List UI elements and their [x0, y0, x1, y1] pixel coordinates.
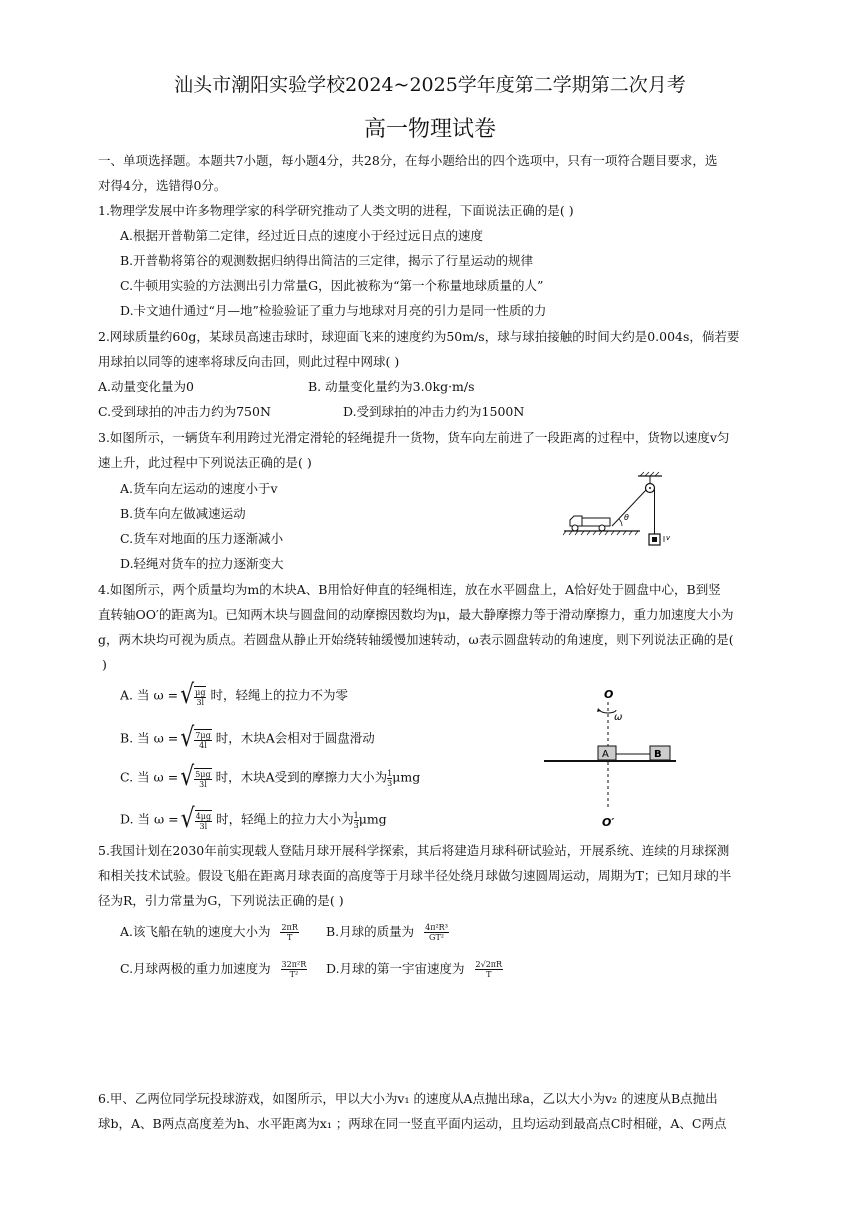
- q5-stem-line1: 5.我国计划在2030年前实现载人登陆月球开展科学探索，其后将建造月球科研试验站，开展系统、连续的月球探测: [98, 843, 730, 858]
- q4-stem-line4: ): [102, 657, 107, 672]
- q1-stem: 1.物理学发展中许多物理学家的科学研究推动了人类文明的进程，下面说法正确的是( ): [98, 203, 574, 218]
- q3-truck-pulley-figure: [560, 470, 690, 555]
- truck-icon: [570, 516, 610, 531]
- q5-option-a: A.该飞船在轨的速度大小为 $\frac{2\pi R}{T}$: [120, 923, 298, 942]
- q2-stem-line1: 2.网球质量约60g，某球员高速击球时，球迎面飞来的速度约为50m/s，球与球拍接触的时间大约是0.004s，倘若要: [98, 329, 740, 344]
- q3-option-a: A.货车向左运动的速度小于v: [120, 481, 278, 496]
- q2-option-c: C.受到球拍的冲击力约为750N: [98, 404, 271, 419]
- section-intro-line1: 一、单项选择题。本题共7小题，每小题4分，共28分，在每小题给出的四个选项中，只有一项符合题目要求，选: [98, 153, 718, 168]
- school-title: 汕头市潮阳实验学校2024~2025学年度第二学期第二次月考: [174, 74, 686, 96]
- q4-fig-A: A: [602, 749, 609, 760]
- q3-stem-line1: 3.如图所示，一辆货车利用跨过光滑定滑轮的轻绳提升一货物，货车向左前进了一段距离的过程中，货物以速度v匀: [98, 430, 730, 445]
- q3-fig-theta: θ: [624, 513, 629, 522]
- q1-option-d: D.卡文迪什通过“月—地”检验验证了重力与地球对月亮的引力是同一性质的力: [120, 303, 547, 318]
- q6-stem-line2: 球b，A、B两点高度差为h、水平距离为x₁ ；两球在同一竖直平面内运动，且均运动到最高点C时相碰，A、C两点: [98, 1116, 727, 1131]
- q2-option-a: A.动量变化量为0: [98, 379, 194, 394]
- q4-rotating-disc-figure: [540, 684, 680, 829]
- q3-fig-v: v: [666, 534, 671, 542]
- q4-fig-B: B: [654, 749, 662, 760]
- q3-option-b: B.货车向左做减速运动: [120, 506, 246, 521]
- q1-option-a: A.根据开普勒第二定律，经过近日点的速度小于经过远日点的速度: [120, 228, 484, 243]
- q5-option-d: D.月球的第一宇宙速度为 $\frac{2√2\pi R}{T}$: [326, 960, 503, 979]
- q4-option-a: A. 当 ω = √ $\frac{\mu g}{3l}$ 时，轻绳上的拉力不为零: [120, 680, 348, 711]
- q3-stem-line2: 速上升，此过程中下列说法正确的是( ): [98, 455, 312, 470]
- q4-option-c: C. 当 ω = √ $\frac{5\mu g}{3l}$ 时，木块A受到的摩擦力大小为 $\frac{1}{3}\mu mg$: [120, 762, 421, 793]
- q2-option-b: B. 动量变化量约为3.0kg·m/s: [308, 379, 475, 394]
- q5-stem-line3: 径为R，引力常量为G，下列说法正确的是( ): [98, 893, 344, 908]
- q2-option-d: D.受到球拍的冲击力约为1500N: [343, 404, 525, 419]
- q6-stem-line1: 6.甲、乙两位同学玩投球游戏，如图所示，甲以大小为v₁ 的速度从A点抛出球a，乙以大小为v₂ 的速度从B点抛出: [98, 1091, 718, 1106]
- q4-stem-line2: 直转轴OO′的距离为l。已知两木块与圆盘间的动摩擦因数均为μ，最大静摩擦力等于滑动摩擦力，重力加速度大小为: [98, 607, 734, 622]
- q5-option-b: B.月球的质量为 $\frac{\text{4π²R³}}{\text{GT²}}$: [326, 923, 448, 942]
- q5-stem-line2: 和相关技术试验。假设飞船在距离月球表面的高度等于月球半径处绕月球做匀速圆周运动，周期为T；已知月球的半: [98, 868, 732, 883]
- section-intro-line2: 对得4分，选错得0分。: [98, 178, 227, 193]
- q4-option-d: D. 当 ω = √ $\frac{4\mu g}{3l}$ 时，轻绳上的拉力大小为 $\frac{1}{3}\mu mg$: [120, 804, 387, 835]
- q3-option-d: D.轻绳对货车的拉力逐渐变大: [120, 556, 284, 571]
- q1-option-c: C.牛顿用实验的方法测出引力常量G，因此被称为“第一个称量地球质量的人”: [120, 278, 544, 293]
- q4-fig-Oprime: O′: [602, 816, 615, 829]
- q2-stem-line2: 用球拍以同等的速率将球反向击回，则此过程中网球( ): [98, 354, 400, 369]
- q1-option-b: B.开普勒将第谷的观测数据归纳得出简洁的三定律，揭示了行星运动的规律: [120, 253, 534, 268]
- q4-fig-omega: ω: [614, 712, 623, 723]
- q4-stem-line1: 4.如图所示，两个质量均为m的木块A、B用恰好伸直的轻绳相连，放在水平圆盘上，A恰好处于圆盘中心，B到竖: [98, 582, 721, 597]
- q4-option-b: B. 当 ω = √ $\frac{7\mu g}{4l}$ 时，木块A会相对于圆盘滑动: [120, 723, 375, 754]
- q4-stem-line3: g，两木块均可视为质点。若圆盘从静止开始绕转轴缓慢加速转动，ω表示圆盘转动的角速度，则下列说法正确的是(: [98, 632, 734, 647]
- q4-fig-O: O: [604, 688, 614, 701]
- q3-option-c: C.货车对地面的压力逐渐减小: [120, 531, 284, 546]
- exam-title: 高一物理试卷: [363, 117, 496, 142]
- q5-option-c: C.月球两极的重力加速度为 $\frac{\text{32π²R}}{\text{T²}}$: [120, 960, 307, 979]
